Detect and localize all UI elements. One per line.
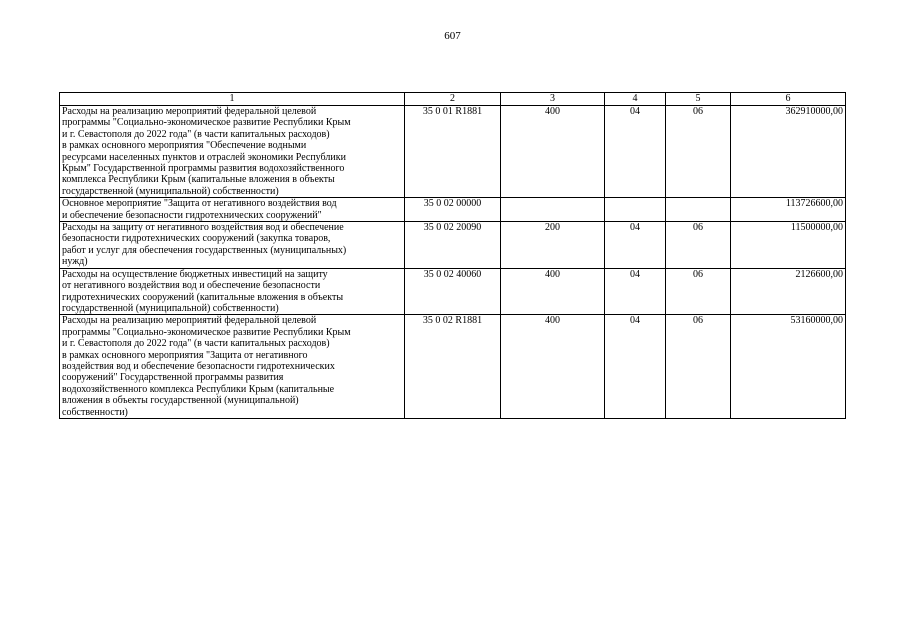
row-amount: 2126600,00 xyxy=(731,268,846,315)
row-col3: 400 xyxy=(501,268,605,315)
column-header-2: 2 xyxy=(405,93,501,106)
table-header-row xyxy=(60,93,846,106)
table-row xyxy=(60,315,846,419)
page-number: 607 xyxy=(444,30,461,42)
row-amount: 113726600,00 xyxy=(731,198,846,222)
row-col5: 06 xyxy=(666,315,731,419)
budget-table xyxy=(59,92,846,419)
row-description: Расходы на реализацию мероприятий федеральной целевой программы "Социально-экономическое развитие Республики Крым и г. Севастополя до 2022 года" (в части капитальных расходов) в рамках основного мероприятия "Обеспечение водными ресурсами населенных пунктов и отраслей экономики Республики Крым" Государственной программы развития водохозяйственного комплекса Республики Крым (капитальные вложения в объекты государственной (муниципальной) собственности) xyxy=(60,106,405,198)
column-header-3: 3 xyxy=(501,93,605,106)
table-row xyxy=(60,268,846,315)
table-row xyxy=(60,198,846,222)
row-col4: 04 xyxy=(605,106,666,198)
row-amount: 53160000,00 xyxy=(731,315,846,419)
row-code: 35 0 01 R1881 xyxy=(405,106,501,198)
row-code: 35 0 02 40060 xyxy=(405,268,501,315)
column-header-4: 4 xyxy=(605,93,666,106)
row-amount: 362910000,00 xyxy=(731,106,846,198)
table-row xyxy=(60,222,846,269)
table-row xyxy=(60,106,846,198)
row-col3: 400 xyxy=(501,106,605,198)
row-col4: 04 xyxy=(605,315,666,419)
row-col4 xyxy=(605,198,666,222)
row-col5: 06 xyxy=(666,222,731,269)
row-code: 35 0 02 00000 xyxy=(405,198,501,222)
row-description: Основное мероприятие "Защита от негативного воздействия вод и обеспечение безопасности гидротехнических сооружений" xyxy=(60,198,405,222)
row-col5 xyxy=(666,198,731,222)
column-header-1: 1 xyxy=(60,93,405,106)
row-description: Расходы на реализацию мероприятий федеральной целевой программы "Социально-экономическое развитие Республики Крым и г. Севастополя до 2022 года" (в части капитальных расходов) в рамках основного мероприятия "Защита от негативного воздействия вод и обеспечение безопасности гидротехнических сооружений" Государственной программы развития водохозяйственного комплекса Республики Крым (капитальные вложения в объекты государственной (муниципальной) собственности) xyxy=(60,315,405,419)
row-col5: 06 xyxy=(666,106,731,198)
row-code: 35 0 02 R1881 xyxy=(405,315,501,419)
row-col5: 06 xyxy=(666,268,731,315)
column-header-6: 6 xyxy=(731,93,846,106)
row-amount: 11500000,00 xyxy=(731,222,846,269)
column-header-5: 5 xyxy=(666,93,731,106)
row-description: Расходы на защиту от негативного воздействия вод и обеспечение безопасности гидротехнических сооружений (закупка товаров, работ и услуг для обеспечения государственных (муниципальных) нужд) xyxy=(60,222,405,269)
row-col4: 04 xyxy=(605,268,666,315)
row-col3: 400 xyxy=(501,315,605,419)
row-code: 35 0 02 20090 xyxy=(405,222,501,269)
row-description: Расходы на осуществление бюджетных инвестиций на защиту от негативного воздействия вод и обеспечение безопасности гидротехнических сооружений (капитальные вложения в объекты государственной (муниципальной) собственности) xyxy=(60,268,405,315)
row-col3 xyxy=(501,198,605,222)
row-col3: 200 xyxy=(501,222,605,269)
row-col4: 04 xyxy=(605,222,666,269)
